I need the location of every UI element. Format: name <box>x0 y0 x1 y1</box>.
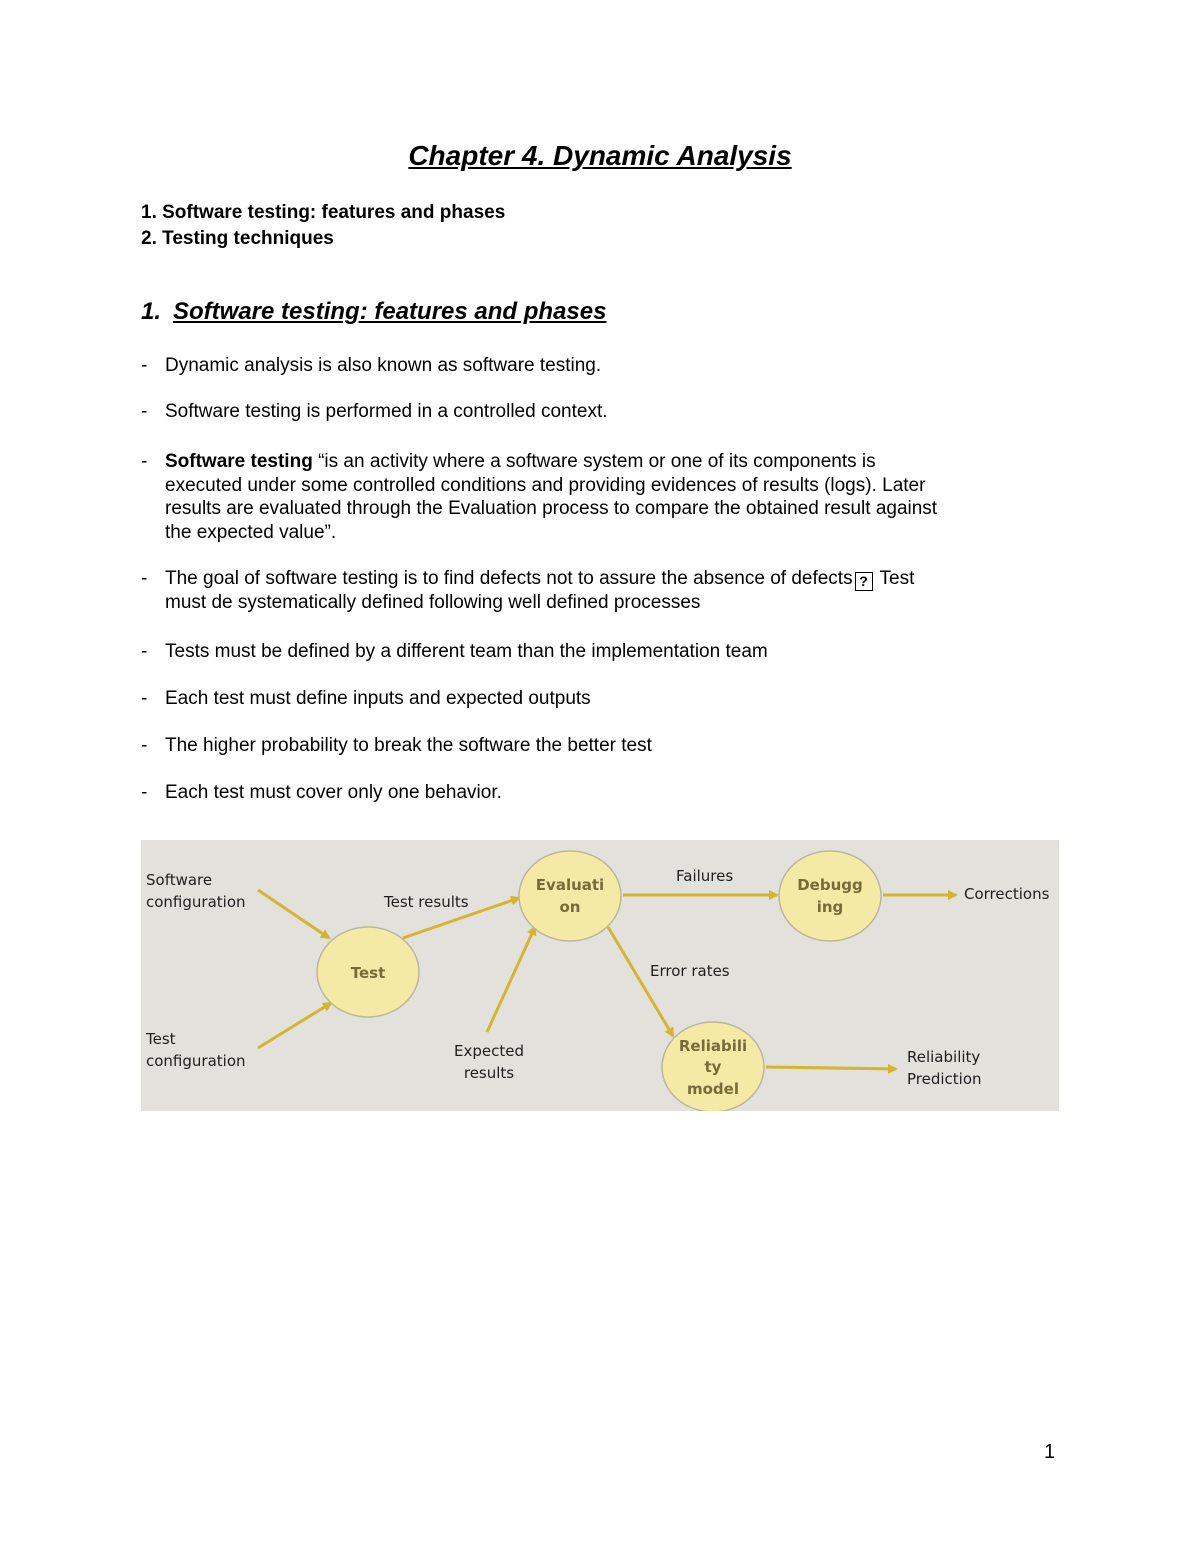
node-evaluation <box>519 851 621 941</box>
bullet-text-line: results are evaluated through the Evaluation process to compare the obtained result against <box>165 498 938 519</box>
label-failures: Failures <box>676 867 734 885</box>
bullet-text: Each test must define inputs and expected outputs <box>165 688 591 709</box>
bullet-text: Dynamic analysis is also known as software testing. <box>165 355 602 376</box>
bullet-item-5 <box>141 640 1061 664</box>
bullet-dash: - <box>141 782 148 803</box>
bullet-dash: - <box>141 355 148 376</box>
page-number: 1 <box>1044 1441 1056 1463</box>
section-number: 1. <box>141 298 162 325</box>
bullet-dash: - <box>141 568 148 589</box>
missing-glyph-icon: ? <box>855 572 873 591</box>
bullet-dash: - <box>141 451 148 472</box>
bullet-dash: - <box>141 735 148 756</box>
label-corrections: Corrections <box>964 885 1050 903</box>
label-error-rates: Error rates <box>650 962 730 980</box>
bullet-text-line: must de systematically defined following well defined processes <box>165 592 701 613</box>
table-of-contents <box>141 200 505 252</box>
bullet-dash: - <box>141 401 148 422</box>
toc-item-1: 1. Software testing: features and phases <box>141 202 506 223</box>
node-reliability-label: Reliabili <box>678 1037 748 1055</box>
arrow-reliability-to-prediction <box>766 1067 896 1069</box>
bold-term: Software testing <box>165 451 313 472</box>
node-evaluation-label: on <box>559 898 581 916</box>
label-test-results: Test results <box>384 893 469 911</box>
bullet-text <box>165 450 1061 544</box>
label-software-configuration: Software <box>146 871 213 889</box>
bullet-item-2 <box>141 400 1061 424</box>
bullet-text-part: “is an activity where a software system or one of its components is <box>312 451 876 472</box>
bullet-text: The higher probability to break the software the better test <box>165 735 652 756</box>
node-reliability-label: ty <box>704 1058 722 1076</box>
label-reliability-prediction: Prediction <box>907 1070 982 1088</box>
label-reliability-prediction: Reliability <box>907 1048 981 1066</box>
node-debugging-label: Debugg <box>797 876 863 894</box>
bullet-text: Each test must cover only one behavior. <box>165 782 502 803</box>
section-title: Software testing: features and phases <box>173 298 607 325</box>
section-heading <box>141 298 606 326</box>
bullet-dash: - <box>141 641 148 662</box>
bullet-dash: - <box>141 688 148 709</box>
bullet-text-part: Test <box>874 568 915 589</box>
label-expected-results: Expected <box>454 1042 524 1060</box>
bullet-text: Tests must be defined by a different team than the implementation team <box>165 641 768 662</box>
bullet-item-6 <box>141 687 1061 711</box>
bullet-text-line: executed under some controlled conditions and providing evidences of results (logs). Later <box>165 474 926 496</box>
label-expected-results: results <box>463 1064 515 1082</box>
bullet-text: Software testing is performed in a controlled context. <box>165 401 608 422</box>
node-reliability-label: model <box>687 1080 739 1098</box>
bullet-item-1 <box>141 354 1061 378</box>
toc-item-2: 2. Testing techniques <box>141 228 334 249</box>
label-test-configuration: configuration <box>146 1052 246 1070</box>
page-title: Chapter 4. Dynamic Analysis <box>408 140 792 171</box>
bullet-text-line: the expected value”. <box>165 521 337 543</box>
node-evaluation-label: Evaluati <box>535 876 605 894</box>
bullet-item-3 <box>141 450 1061 544</box>
bullet-item-8 <box>141 781 1061 805</box>
node-debugging <box>779 851 881 941</box>
label-test-configuration: Test <box>146 1030 176 1048</box>
bullet-item-7 <box>141 734 1061 758</box>
label-software-configuration: configuration <box>146 893 246 911</box>
testing-process-diagram <box>141 840 1059 1111</box>
bullet-text <box>165 567 1061 615</box>
bullet-text-part: The goal of software testing is to find defects not to assure the absence of defects <box>165 568 853 589</box>
node-test-label: Test <box>350 964 386 982</box>
node-debugging-label: ing <box>816 898 844 916</box>
bullet-item-4 <box>141 567 1061 615</box>
